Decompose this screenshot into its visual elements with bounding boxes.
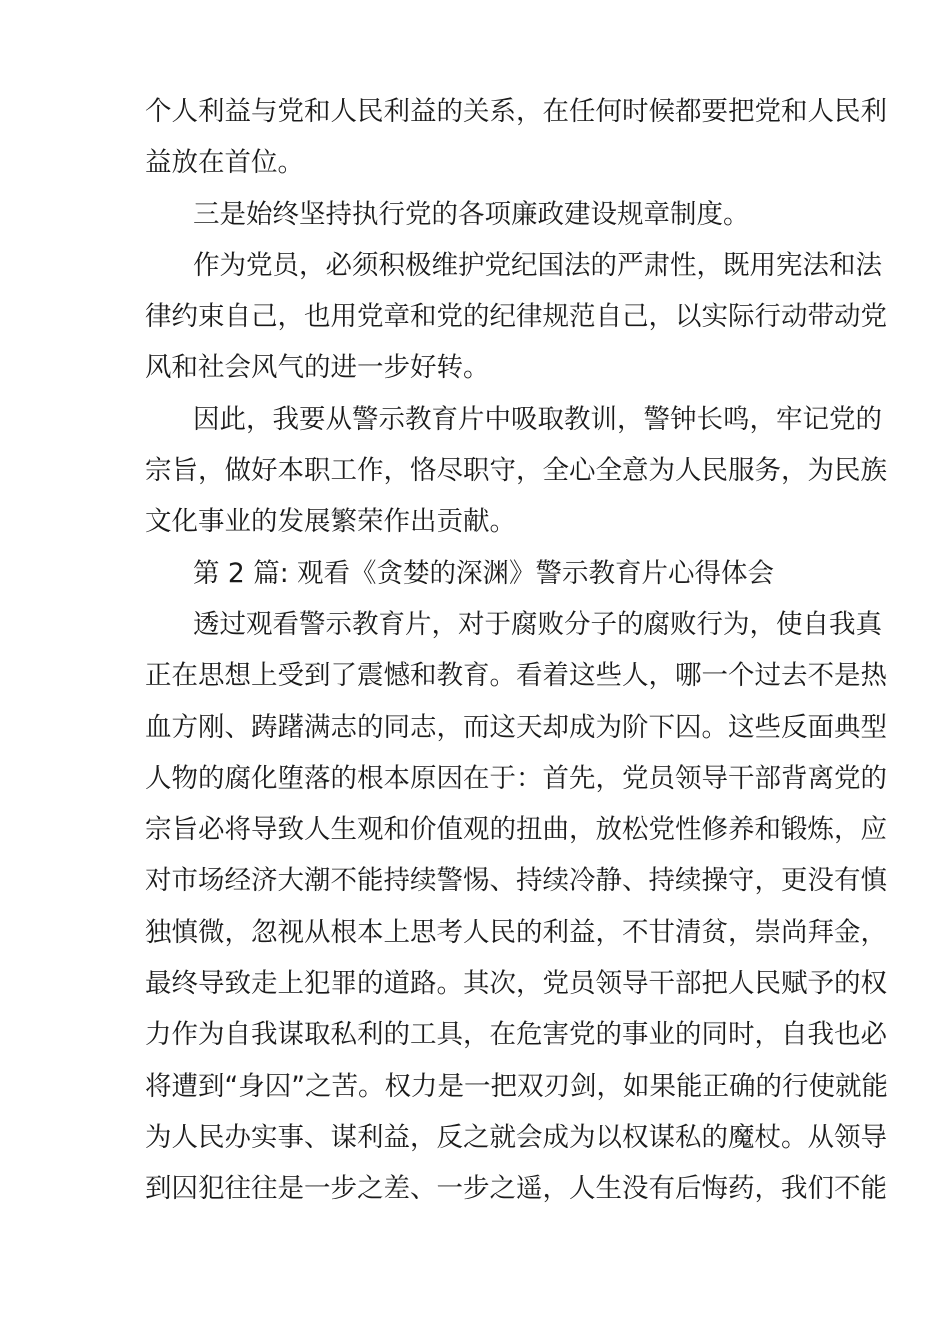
text-line: 正在思想上受到了震憾和教育。看着这些人，哪一个过去不是热 [145, 660, 887, 692]
text-line: 因此，我要从警示教育片中吸取教训，警钟长鸣，牢记党的 [193, 403, 882, 435]
text-line: 对市场经济大潮不能持续警惕、持续冷静、持续操守，更没有慎 [145, 865, 887, 897]
text-line: 最终导致走上犯罪的道路。其次，党员领导干部把人民赋予的权 [145, 968, 887, 1000]
text-line: 律约束自己，也用党章和党的纪律规范自己，以实际行动带动党 [145, 301, 887, 333]
text-line: 个人利益与党和人民利益的关系，在任何时候都要把党和人民利 [145, 96, 887, 127]
text-line: 三是始终坚持执行党的各项廉政建设规章制度。 [193, 198, 750, 230]
text-line: 第 2 篇: 观看《贪婪的深渊》警示教育片心得体会 [193, 557, 775, 589]
text-line: 力作为自我谋取私利的工具，在危害党的事业的同时，自我也必 [145, 1019, 887, 1051]
text-line: 到囚犯往往是一步之差、一步之遥，人生没有后悔药，我们不能 [145, 1173, 887, 1205]
document-body [145, 86, 888, 1215]
text-line: 独慎微，忽视从根本上思考人民的利益，不甘清贫，崇尚拜金， [145, 916, 887, 948]
text-line: 透过观看警示教育片，对于腐败分子的腐败行为，使自我真 [193, 608, 882, 640]
text-line: 将遭到“身囚”之苦。权力是一把双刃剑，如果能正确的行使就能 [145, 1070, 888, 1102]
text-line: 宗旨必将导致人生观和价值观的扭曲，放松党性修养和锻炼，应 [145, 814, 887, 846]
text-line: 为人民办实事、谋利益，反之就会成为以权谋私的魔杖。从领导 [145, 1121, 887, 1153]
text-line: 宗旨，做好本职工作，恪尽职守，全心全意为人民服务，为民族 [145, 455, 887, 487]
text-line: 风和社会风气的进一步好转。 [145, 352, 490, 384]
text-line: 人物的腐化堕落的根本原因在于：首先，党员领导干部背离党的 [145, 762, 887, 794]
text-line: 文化事业的发展繁荣作出贡献。 [145, 506, 516, 538]
text-line: 血方刚、踌躇满志的同志，而这天却成为阶下囚。这些反面典型 [145, 711, 887, 743]
text-line: 作为党员，必须积极维护党纪国法的严肃性，既用宪法和法 [193, 249, 882, 281]
text-line: 益放在首位。 [145, 147, 304, 179]
